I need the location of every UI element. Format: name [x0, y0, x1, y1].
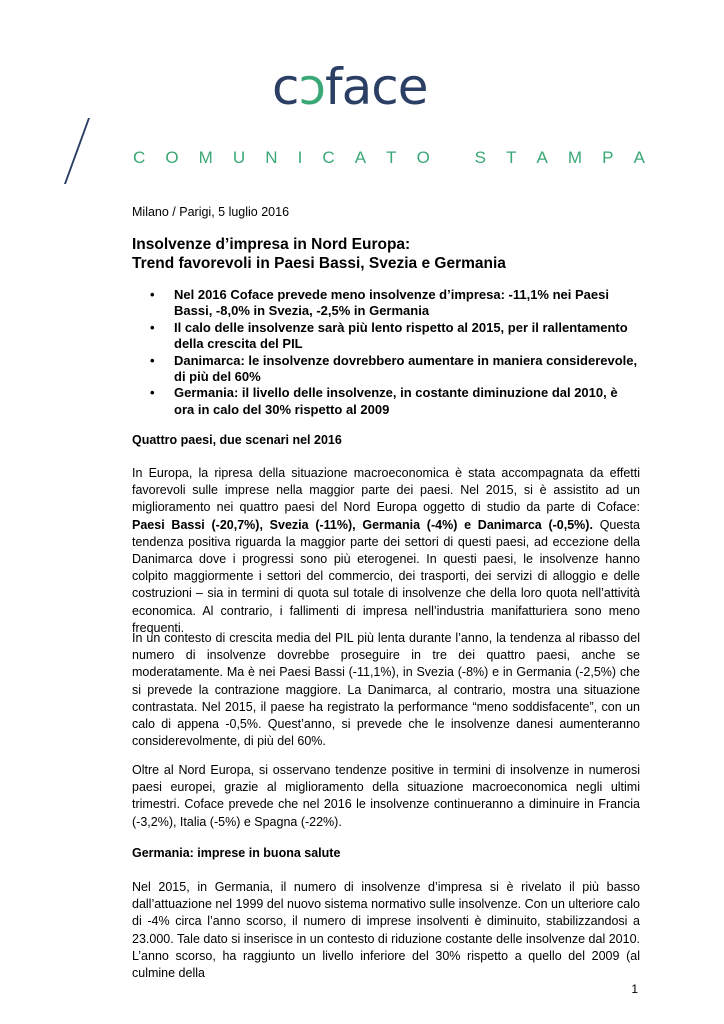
page-number: 1 [631, 982, 638, 996]
section-heading-four-countries: Quattro paesi, due scenari nel 2016 [132, 433, 342, 447]
date-line: Milano / Parigi, 5 luglio 2016 [132, 205, 290, 219]
header-letter: N [265, 148, 278, 167]
header-letter: M [198, 148, 213, 167]
paragraph-gdp-context: In un contesto di crescita media del PIL più lenta durante l’anno, la tendenza al ribasso del numero di insolvenze dovrebbe proseguire in tre dei quattro paesi, anche se moderatamente. Ma è nei Paesi Bassi (-11,1%), in Svezia (-8%) e in Germania (-2,5%) che si prevede la contrazione maggiore. La Danimarca, al contrario, mostra una situazione contrastata. Nel 2015, il paese ha registrato la performance “meno soddisfacente”, con un calo di appena -0,5%. Quest’anno, si prevede che le insolvenze danesi aumenteranno considerevolmente, di più del 60%. [132, 631, 640, 749]
key-point: • Danimarca: le insolvenze dovrebbero aumentare in maniera considerevole, di più del 60% [150, 353, 640, 386]
key-point: • Nel 2016 Coface prevede meno insolvenze d’impresa: -11,1% nei Paesi Bassi, -8,0% in Svezia, -2,5% in Germania [150, 287, 640, 320]
key-point: • Il calo delle insolvenze sarà più lento rispetto al 2015, per il rallentamento della crescita del PIL [150, 320, 640, 353]
coface-logo [272, 58, 427, 116]
header-letter: A [536, 148, 548, 167]
header-letter: I [297, 148, 303, 167]
logo-accent: ↄ [298, 58, 325, 116]
header-letter: T [386, 148, 397, 167]
header-letter [450, 148, 455, 168]
header-letter: P [602, 148, 614, 167]
header-letter: M [567, 148, 583, 167]
header-letter: A [633, 148, 645, 167]
title-line-2: Trend favorevoli in Paesi Bassi, Svezia e Germania [132, 255, 506, 272]
logo-text-face: face [324, 58, 428, 116]
header-letter: O [165, 148, 179, 167]
header-letter: U [232, 148, 246, 167]
paragraph-germany-insolvencies: Nel 2015, in Germania, il numero di insolvenze d’impresa si è rivelato il più basso dall’attuazione nel 1999 del nuovo sistema normativo sulle insolvenze. Con un ulteriore calo di -4% circa l’anno scorso, il numero di imprese insolventi è diminuito, stabilizzandosi a 23.000. Tale dato si inserisce in un contesto di riduzione costante delle insolvenze dal 2010. L’anno scorso, ha raggiunto un livello inferiore del 30% rispetto a quello del 2009 (al culmine della [132, 880, 640, 981]
paragraph-text: In Europa, la ripresa della situazione macroeconomica è stata accompagnata da effetti favorevoli sulle imprese nella maggior parte dei paesi. Nel 2015, si è assistito ad un miglioramento nei quattro paesi del Nord Europa oggetto di studio da parte di Coface: [132, 466, 640, 515]
header-letter: C [322, 148, 335, 167]
paragraph-bold-figures: Paesi Bassi (-20,7%), Svezia (-11%), Germania (-4%) e Danimarca (-0,5%). [132, 517, 593, 532]
header-letter: O [416, 148, 430, 167]
key-point: • Germania: il livello delle insolvenze, in costante diminuzione dal 2010, è ora in calo del 30% rispetto al 2009 [150, 385, 640, 418]
key-points-list [150, 287, 640, 418]
paragraph-europe-recovery [132, 465, 640, 637]
logo-text-c: c [272, 58, 299, 116]
header-slash-divider [64, 118, 90, 184]
title-line-1: Insolvenze d’impresa in Nord Europa: [132, 236, 411, 253]
section-heading-germany: Germania: imprese in buona salute [132, 846, 341, 860]
header-label [133, 148, 645, 168]
press-release-title [132, 235, 506, 273]
header-letter: T [506, 148, 517, 167]
header-letter: S [474, 148, 486, 167]
header-letter: C [133, 148, 146, 167]
header-letter: A [354, 148, 367, 167]
paragraph-beyond-north-europe: Oltre al Nord Europa, si osservano tendenze positive in termini di insolvenze in numerosi paesi europei, grazie al miglioramento della situazione macroeconomica negli ultimi trimestri. Coface prevede che nel 2016 le insolvenze continueranno a diminuire in Francia (-3,2%), Italia (-5%) e Spagna (-22%). [132, 763, 640, 829]
paragraph-text: Questa tendenza positiva riguarda la maggior parte dei settori di questi paesi, ad eccezione della Danimarca dove i progressi sono più eterogenei. In questi paesi, le insolvenze hanno colpito maggiormente i settori del commercio, dei trasporti, dei servizi di alloggio e delle costruzioni – sia in termini di quota sul totale di insolvenze che della loro quota nell’attività economica. Al contrario, i fallimenti di impresa nell’industria manifatturiera sono meno frequenti. [132, 517, 640, 635]
